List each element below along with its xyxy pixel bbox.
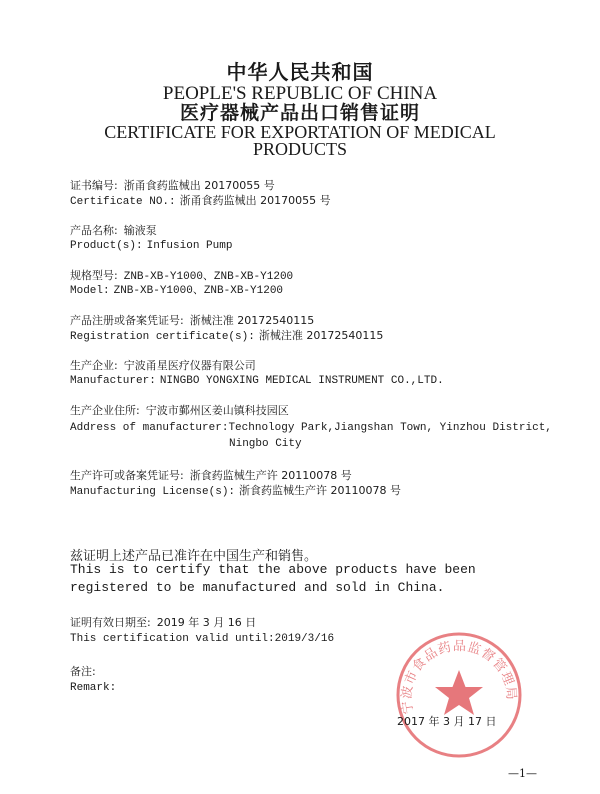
address-en-label: Address of manufacturer: (70, 422, 229, 434)
valid-until-en-value: 2019/3/16 (274, 633, 335, 645)
license-en-label: Manufacturing License(s): (70, 486, 236, 498)
valid-until-cn-value: 2019 年 3 月 16 日 (156, 616, 257, 629)
model-en-value: ZNB-XB-Y1000、ZNB-XB-Y1200 (113, 285, 284, 297)
title-cn: 中华人民共和国 (226, 60, 374, 84)
registration-en (70, 329, 383, 344)
address-cn-value: 宁波市鄞州区姜山镇科技园区 (145, 404, 289, 417)
model-en-label: Model: (70, 285, 110, 297)
address-cn (70, 404, 289, 419)
license-cn (70, 469, 352, 484)
address-cn-label: 生产企业住所: (70, 404, 140, 417)
certify-statement-en: This is to certify that the above products have been registered to be manufactured and sold in China. (70, 562, 476, 595)
subtitle-cn: 医疗器械产品出口销售证明 (179, 102, 420, 124)
product-en-label: Product(s): (70, 240, 143, 252)
page-number: —1— (508, 767, 537, 780)
manufacturer-en-label: Manufacturer: (70, 375, 156, 387)
product-cn-value: 输液泵 (123, 224, 157, 237)
license-cn-value: 浙食药监械生产许 20110078 号 (189, 469, 352, 482)
valid-until-en (70, 632, 334, 646)
remark-en-label: Remark: (70, 682, 117, 694)
cert-no-cn (70, 179, 275, 194)
registration-cn-label: 产品注册或备案凭证号: (70, 314, 184, 327)
address-en (70, 421, 552, 435)
address-en-value: Technology Park,Jiangshan Town, Yinzhou District, (228, 422, 552, 434)
registration-en-value: 浙械注准 20172540115 (258, 329, 384, 342)
license-en (70, 484, 401, 499)
registration-en-label: Registration certificate(s): (70, 331, 255, 343)
remark-en (70, 681, 116, 695)
cert-no-cn-label: 证书编号: (70, 179, 118, 192)
product-cn-label: 产品名称: (70, 224, 118, 237)
official-seal (394, 630, 524, 760)
stamp-date: 2017 年 3 月 17 日 (397, 715, 497, 728)
title-en: PEOPLE'S REPUBLIC OF CHINA (162, 83, 438, 104)
manufacturer-cn (70, 359, 256, 374)
cert-no-en-value: 浙甬食药监械出 20170055 号 (179, 194, 331, 207)
manufacturer-en-value: NINGBO YONGXING MEDICAL INSTRUMENT CO.,LTD. (159, 375, 444, 387)
remark-cn-label: 备注: (70, 665, 96, 678)
model-cn-value: ZNB-XB-Y1000、ZNB-XB-Y1200 (123, 271, 294, 283)
address-en-line2: Ningbo City (229, 438, 302, 450)
registration-cn (70, 314, 314, 329)
product-en (70, 239, 232, 253)
cert-no-cn-value: 浙甬食药监械出 20170055 号 (123, 179, 275, 192)
manufacturer-cn-label: 生产企业: (70, 359, 118, 372)
cert-no-en-label: Certificate NO.: (70, 196, 176, 208)
registration-cn-value: 浙械注准 20172540115 (189, 314, 315, 327)
model-cn (70, 269, 293, 284)
certify-statement-cn: 兹证明上述产品已准许在中国生产和销售。 (70, 549, 318, 564)
seal-ring-text: 宁波市食品药品监督管理局 (399, 639, 519, 716)
manufacturer-en (70, 374, 444, 388)
valid-until-cn (70, 616, 256, 631)
subtitle-en: CERTIFICATE FOR EXPORTATION OF MEDICAL PRODUCTS (104, 122, 496, 159)
model-cn-label: 规格型号: (70, 269, 118, 282)
license-en-value: 浙食药监械生产许 20110078 号 (239, 484, 402, 497)
seal-star-icon (435, 670, 483, 715)
license-cn-label: 生产许可或备案凭证号: (70, 469, 184, 482)
product-en-value: Infusion Pump (146, 240, 233, 252)
manufacturer-cn-value: 宁波甬星医疗仪器有限公司 (123, 359, 256, 372)
cert-no-en (70, 194, 331, 209)
model-en (70, 284, 283, 298)
product-cn (70, 224, 157, 239)
remark-cn (70, 665, 96, 680)
valid-until-cn-label: 证明有效日期至: (70, 616, 151, 629)
valid-until-en-label: This certification valid until: (70, 633, 275, 645)
